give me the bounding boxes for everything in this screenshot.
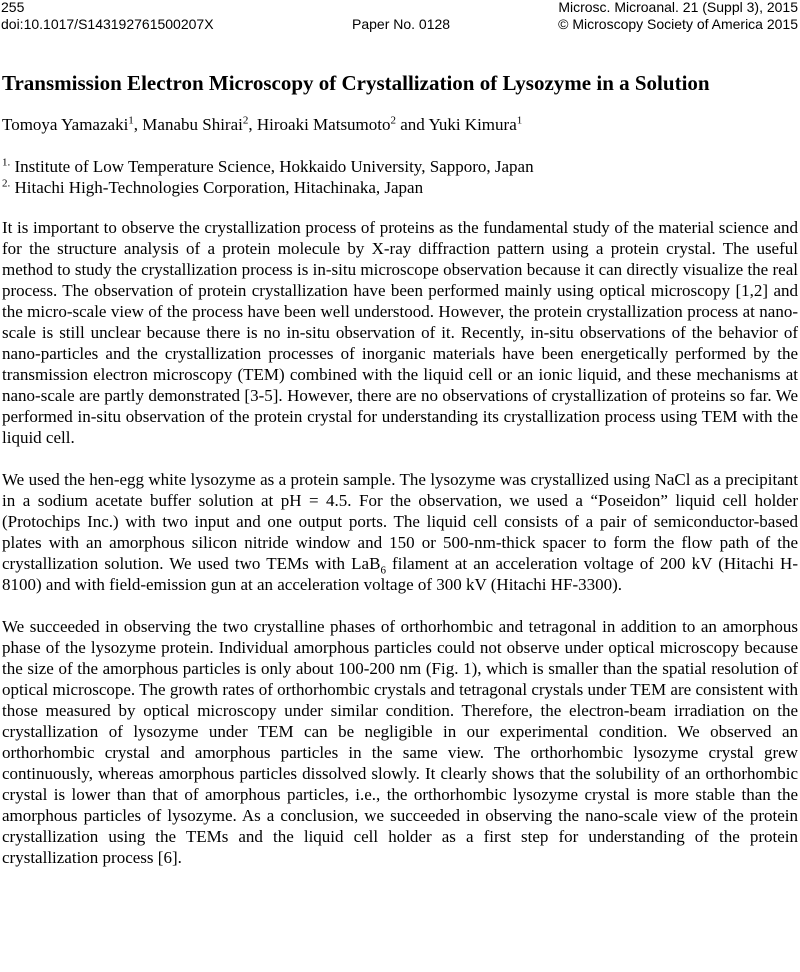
affiliation-list — [2, 156, 798, 198]
paper-body — [2, 68, 798, 868]
author-list — [2, 115, 798, 135]
author-separator: and — [396, 115, 429, 134]
body-paragraph-results: We succeeded in observing the two crystalline phases of orthorhombic and tetragonal in addition to an amorphous phase of the lysozyme protein. Individual amorphous particles could not observe under optical microscopy because the size of the amorphous particles is only about 100-200 nm (Fig. 1), which is smaller than the spatial resolution of optical microscope. The growth rates of orthorhombic crystals and tetragonal crystals under TEM are consistent with those measured by optical microscopy under similar condition. Therefore, the electron-beam irradiation on the crystallization of lysozyme under TEM can be negligible in our experimental condition. We observed an orthorhombic crystal and amorphous particles in the same view. The orthorhombic lysozyme crystal grew continuously, whereas amorphous particles dissolved slowly. It clearly shows that the solubility of an orthorhombic crystal is lower than that of amorphous particles, i.e., the orthorhombic lysozyme crystal is more stable than the amorphous particles of lysozyme. As a conclusion, we succeeded in observing the nano-scale view of the protein crystallization using the TEMs and the liquid cell holder as a first step for understanding of the protein crystallization process [6]. — [2, 617, 798, 867]
methods-text-a: We used the hen-egg white lysozyme as a protein sample. The lysozyme was crystallized using NaCl as a precipitant in a sodium acetate buffer solution at pH = 4.5. For the observation, we used a “Poseidon” liquid cell holder (Protochips Inc.) with two input and one output ports. The liquid cell consists of a pair of semiconductor-based plates with an amorphous silicon nitride window and 150 or 500-nm-thick spacer to form the flow path of the crystallization solution. We used two TEMs with LaB — [2, 470, 798, 573]
methods-text-b: filament at an acceleration voltage of 200 kV (Hitachi H-8100) and with field-emission gun at an acceleration voltage of 300 kV (Hitachi HF-3300). — [2, 554, 798, 594]
affiliation-mark: 2. — [2, 177, 11, 190]
body-paragraph-intro: It is important to observe the crystallization process of proteins as the fundamental study of the material science and for the structure analysis of a protein molecule by X-ray diffraction pattern using a protein crystal. The useful method to study the crystallization process is in-situ microscope observation because it can directly visualize the real process. The observation of protein crystallization have been performed mainly using optical microscopy [1,2] and the micro-scale view of the process have been well understood. However, the protein crystallization process at nano-scale is still unclear because there is no in-situ observation of it. Recently, in-situ observations of the behavior of nano-particles and the crystallization processes of inorganic materials have been energetically performed by the transmission electron microscopy (TEM) combined with the liquid cell or an ionic liquid, and these mechanisms at nano-scale are partly demonstrated [3-5]. However, there are no observations of crystallization of proteins so far. We performed in-situ observation of the protein crystal for understanding its crystallization process using TEM with the liquid cell. — [2, 218, 798, 447]
doi: doi:10.1017/S143192761500207X — [1, 16, 214, 32]
author-name: Tomoya Yamazaki — [2, 115, 129, 134]
author-affiliation-mark: 1 — [516, 114, 523, 127]
author-name: Manabu Shirai — [142, 115, 243, 134]
author-separator: , — [248, 115, 257, 134]
journal-citation: Microsc. Microanal. 21 (Suppl 3), 2015 — [558, 0, 798, 15]
affiliation-text: Institute of Low Temperature Science, Hokkaido University, Sapporo, Japan — [14, 157, 534, 176]
affiliation-mark: 1. — [2, 156, 11, 169]
author-affiliation-mark: 2 — [242, 114, 249, 127]
affiliation-item — [2, 156, 798, 177]
author-affiliation-mark: 2 — [390, 114, 397, 127]
lab6-subscript: 6 — [380, 564, 386, 577]
affiliation-text: Hitachi High-Technologies Corporation, Hitachinaka, Japan — [14, 178, 424, 197]
page-number: 255 — [1, 0, 25, 15]
copyright: © Microscopy Society of America 2015 — [558, 16, 798, 32]
author-name: Yuki Kimura — [428, 115, 517, 134]
page-header — [0, 0, 800, 40]
body-paragraph-methods — [2, 469, 798, 595]
author-name: Hiroaki Matsumoto — [256, 115, 391, 134]
affiliation-item — [2, 177, 798, 198]
author-affiliation-mark: 1 — [128, 114, 134, 127]
paper-title: Transmission Electron Microscopy of Crystallization of Lysozyme in a Solution — [2, 71, 710, 95]
paper-number: Paper No. 0128 — [352, 16, 451, 32]
author-separator: , — [133, 115, 143, 134]
